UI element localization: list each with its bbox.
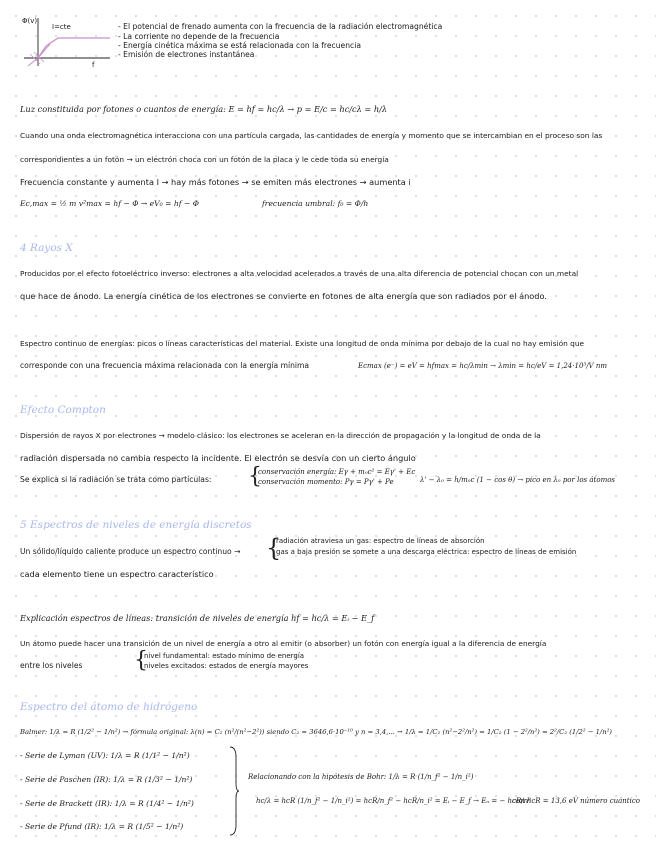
- series-lyman: - Serie de Lyman (UV): 1/λ = R (1/1² − 1/n²): [20, 751, 190, 760]
- compton-line-2: radiación dispersada no cambia respecto la incidente. El electrón se desvía con un cierto ángulo: [20, 453, 416, 463]
- niveles-excitados: niveles excitados: estados de energía mayores: [144, 662, 309, 670]
- graph-axis-label: Φ(v): [22, 17, 38, 25]
- compton-formula: λ' − λ₀ = h/m₀c (1 − cos θ) → pico en λ₀ por los átomos: [420, 476, 616, 484]
- section-5-line-1: Un sólido/líquido caliente produce un espectro continuo →: [20, 547, 241, 556]
- compton-line-1: Dispersión de rayos X por electrones → modelo clásico: los electrones se aceleran en la dirección de propagación y la longitud de onda de la: [20, 431, 541, 440]
- hydrogen-title: Espectro del átomo de hidrógeno: [20, 701, 198, 713]
- graph-x-label: f: [92, 61, 95, 69]
- niveles-brace: {: [134, 648, 148, 673]
- section-5-line-2: cada elemento tiene un espectro característico: [20, 569, 214, 579]
- bohr-line-2: hc/λ = hcR (1/n_f² − 1/n_i²) = hcR/n_f² − hcR/n_i² = Eᵢ − E_f → Eₙ = − hcR/n²: [256, 797, 531, 805]
- interaction-line-1: Cuando una onda electromagnética interacciona con una partícula cargada, las cantidades de energía y momento que se intercambian en el proceso son las: [20, 131, 603, 140]
- spectrum-formula: Ecmax (e⁻) = eV = hfmax = hc/λmin → λmin = hc/eV = 1,24·10³/V nm: [358, 362, 607, 370]
- intro-bullet: - Emisión de electrones instantánea: [118, 50, 255, 59]
- graph-y-label: I=cte: [52, 23, 71, 31]
- atom-line-2: entre los niveles: [20, 661, 83, 670]
- compton-line-3: Se explica si la radiación se trata como partículas:: [20, 475, 212, 484]
- atom-line-1: Un átomo puede hacer una transición de un nivel de energía a otro al emitir (o absorber) un fotón con energía igual a la diferencia de energía: [20, 639, 547, 648]
- section-4-line-1: Producidos por el efecto fotoeléctrico inverso: electrones a alta velocidad acelerados a través de una alta diferencia de potencial chocan con un metal: [20, 269, 579, 278]
- section-5-title: 5 Espectros de niveles de energía discretos: [20, 519, 252, 531]
- section-4-title: 4 Rayos X: [20, 242, 73, 254]
- series-pfund: - Serie de Pfund (IR): 1/λ = R (1/5² − 1/n²): [20, 822, 184, 831]
- series-paschen: - Serie de Paschen (IR): 1/λ = R (1/3² − 1/n²): [20, 775, 193, 784]
- photon-line: Luz constituida por fotones o cuantos de energía: E = hf = hc/λ → p = E/c = hc/cλ = h/λ: [20, 104, 388, 114]
- section-5-branch-emission: gas a baja presión se somete a una descarga eléctrica: espectro de líneas de emisión: [276, 548, 577, 556]
- spectrum-line-2: corresponde con una frecuencia máxima relacionada con la energía mínima: [20, 361, 310, 370]
- ecmax-line: Ec,max = ½ m v²max = hf − Φ → eV₀ = hf − Φ: [20, 199, 199, 208]
- interaction-line-2: correspondientes a un fotón → un electrón choca con un fotón de la placa y le cede toda su energía: [20, 155, 389, 164]
- section-4-line-2: que hace de ánodo. La energía cinética de los electrones se convierte en fotones de alta energía que son radiados por el ánodo.: [20, 291, 547, 301]
- compton-brace: {: [248, 464, 262, 489]
- intro-bullet: - La corriente no depende de la frecuencia: [118, 32, 280, 41]
- bohr-line-1: Relacionando con la hipótesis de Bohr: 1/λ = R (1/n_f² − 1/n_i²): [248, 773, 474, 781]
- explanation-line: Explicación espectros de líneas: transición de niveles de energía hf = hc/λ = Eᵢ − E_f: [20, 613, 375, 623]
- compton-conservation-energy: conservación energía: Eγ + m₀c² = Eγ' + Ec: [258, 468, 416, 476]
- nivel-fundamental: nivel fundamental: estado mínimo de energía: [144, 652, 305, 660]
- bohr-line-3: con hcR = 13,6 eV número cuántico: [512, 797, 640, 805]
- threshold-frequency: frecuencia umbral: f₀ = Φ/h: [262, 199, 369, 208]
- section-5-branch-absorption: radiación atraviesa un gas: espectro de líneas de absorción: [276, 537, 485, 545]
- compton-conservation-momentum: conservación momento: Pγ = Pγ' + Pe: [258, 478, 394, 486]
- frequency-line: Frecuencia constante y aumenta I → hay más fotones → se emiten más electrones → aumenta i: [20, 177, 411, 187]
- series-brace: [228, 745, 240, 837]
- intro-bullet: - El potencial de frenado aumenta con la frecuencia de la radiación electromagnética: [118, 22, 443, 31]
- section-5-brace: {: [266, 534, 282, 562]
- balmer-line: Balmer: 1/λ = R (1/2² − 1/n²) → fórmula original: λ(n) = C₂ (n²/(n²−2²)) siendo C₂ = 3646,6·10⁻¹⁰ y n = 3,4,... → 1/λ = 1/C₂ (n²−2²/n²) = 1/C₂ (1 − 2²/n²) = 2²/C₂ (1/2² − 1/n²): [20, 728, 612, 736]
- series-brackett: - Serie de Brackett (IR): 1/λ = R (1/4² − 1/n²): [20, 799, 194, 808]
- compton-title: Efecto Compton: [20, 404, 106, 416]
- intro-bullet: - Energía cinética máxima se está relacionada con la frecuencia: [118, 41, 361, 50]
- spectrum-line-1: Espectro continuo de energías: picos o líneas características del material. Existe una longitud de onda mínima por debajo de la cual no hay emisión que: [20, 339, 585, 348]
